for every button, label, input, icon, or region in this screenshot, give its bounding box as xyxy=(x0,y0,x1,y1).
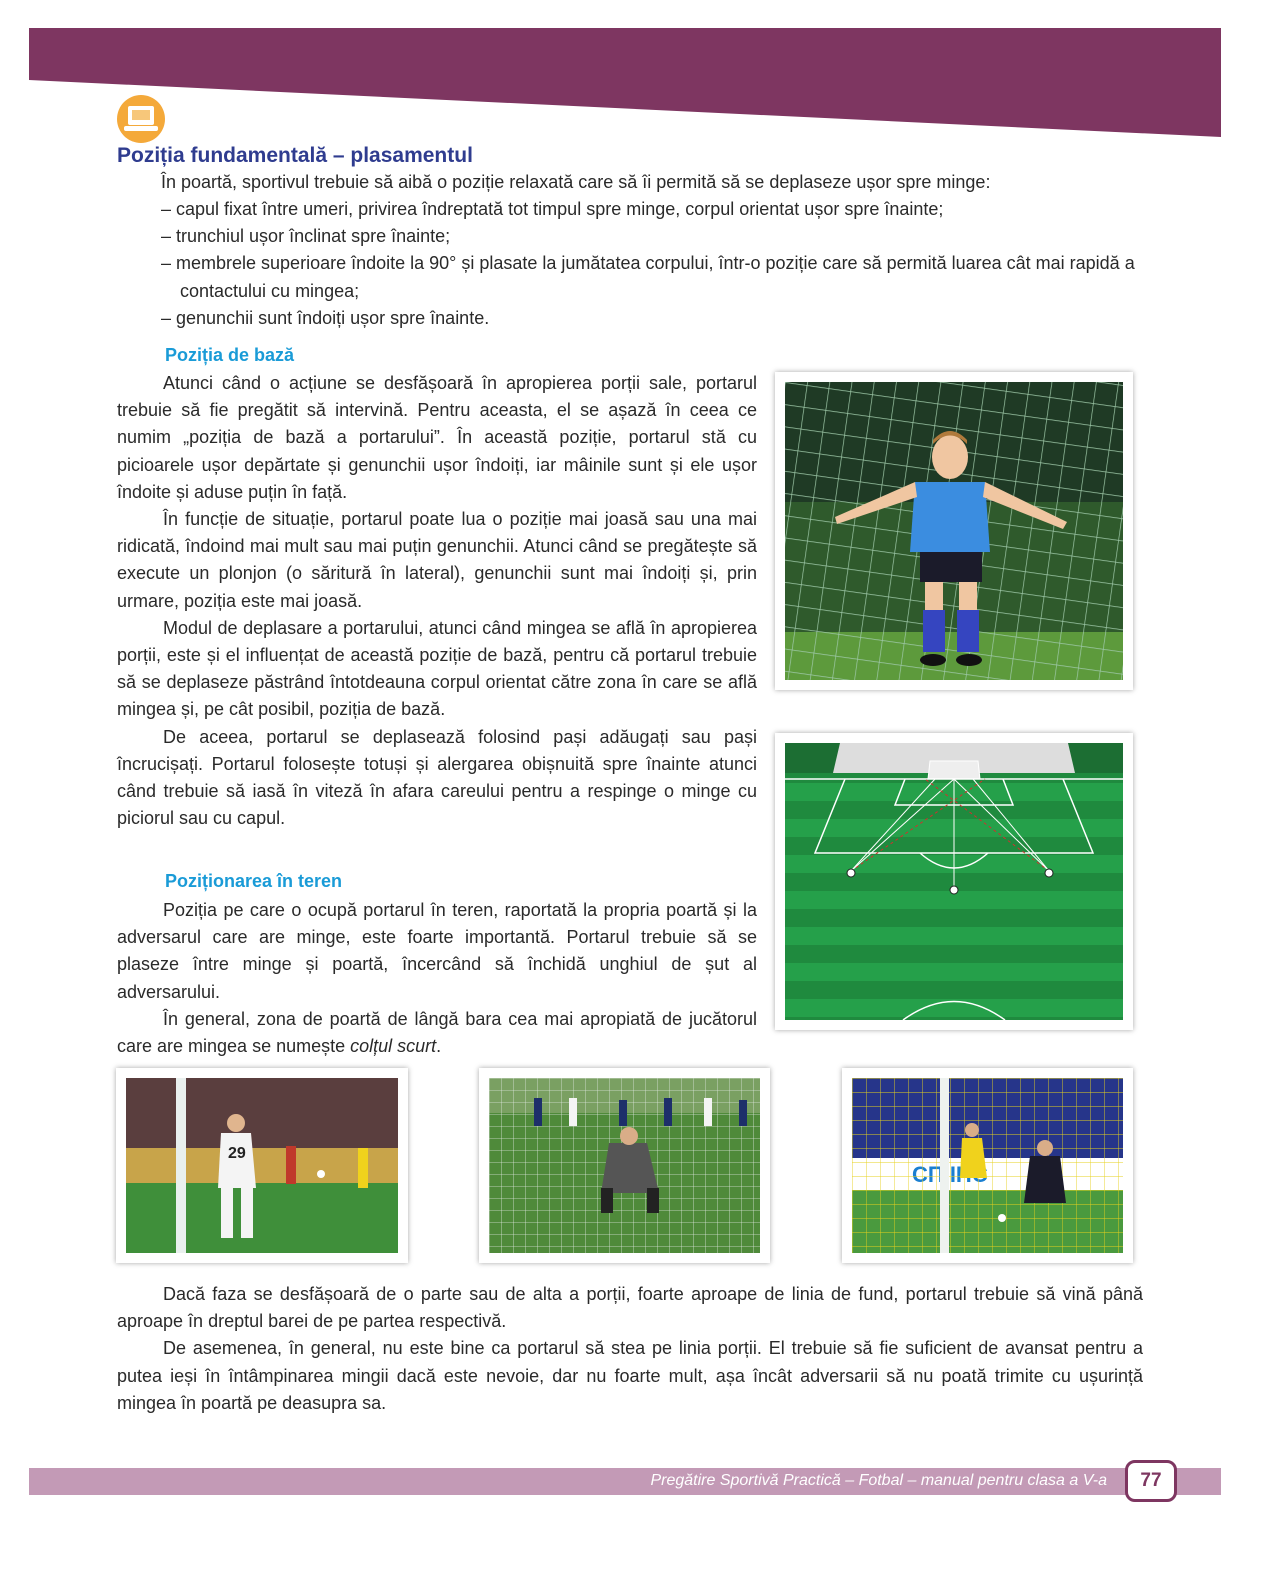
list-item: – genunchii sunt îndoiți ușor spre înainte. xyxy=(161,307,490,328)
list-item: – trunchiul ușor înclinat spre înainte; xyxy=(161,226,451,247)
intro-paragraph: În poartă, sportivul trebuie să aibă o poziție relaxată care să îi permită să se deplaseze ușor spre minge: xyxy=(161,172,991,192)
paragraph: Modul de deplasare a portarului, atunci când mingea se află în apropierea porții, este și el influențat de această poziție de bază, pentru că portarul trebuie să se deplaseze păstrând întotdeauna corpul orientat către zona în care se află mingea și, pe cât posibil, poziția de bază. xyxy=(117,617,757,720)
goalkeeper-near-post-photo xyxy=(116,1068,408,1263)
section-positioning-text xyxy=(117,897,757,1060)
paragraph: În general, zona de poartă de lângă bara cea mai apropiată de jucătorul care are mingea se numește colțul scurt. xyxy=(117,1008,757,1057)
section-heading-positioning: Poziționarea în teren xyxy=(165,871,343,891)
goalkeeper-save-photo xyxy=(842,1068,1133,1263)
goalkeeper-crouch-photo xyxy=(479,1068,770,1263)
bottom-text xyxy=(117,1281,1143,1417)
list-item: – capul fixat între umeri, privirea îndreptată tot timpul spre minge, corpul orientat ușor spre înainte; xyxy=(161,199,944,219)
footer-text: Pregătire Sportivă Practică – Fotbal – manual pentru clasa a V-a xyxy=(650,1472,1107,1489)
paragraph: În funcție de situație, portarul poate lua o poziție mai joasă sau una mai ridicată, îndoind mai mult sau mai puțin genunchii. Atunci când se pregătește să execute un plonjon (o săritură în lateral), genunchii sunt mai îndoiți și, prin urmare, poziția este mai joasă. xyxy=(117,509,757,611)
paragraph: Poziția pe care o ocupă portarul în teren, raportată la propria poartă și la adversarul care are minge, este foarte importantă. Portarul trebuie să se plaseze între minge și poartă, încercând să închidă unghiul de șut al adversarului. xyxy=(117,900,757,1002)
page-title: Poziția fundamentală – plasamentul xyxy=(117,144,473,167)
short-corner-term: colțul scurt xyxy=(350,1036,437,1057)
paragraph: Atunci când o acțiune se desfășoară în apropierea porții sale, portarul trebuie să fie pregătit să intervină. Pentru aceasta, el se așază în ceea ce numim „poziția de bază a portarului”. În această poziție, portarul stă cu picioarele ușor depărtate și genunchii ușor îndoiți, iar mâinile sunt și ele ușor îndoite și aduse puțin în față. xyxy=(117,373,757,502)
computer-lesson-icon xyxy=(117,95,165,143)
paragraph: De aceea, portarul se deplasează folosind pași adăugați sau pași încrucișați. Portarul folosește totuși și alergarea obișnuită spre înainte atunci când trebuie să iasă în viteză în afara careului pentru a respinge o minge cu piciorul sau cu capul. xyxy=(117,726,757,829)
section-base-position-text xyxy=(117,370,757,832)
list-item: – membrele superioare îndoite la 90° și plasate la jumătatea corpului, într-o poziție care să permită luarea cât mai rapidă a contactului cu mingea; xyxy=(161,253,1135,301)
header-band xyxy=(0,0,1270,150)
posture-list xyxy=(161,196,1143,332)
paragraph: De asemenea, în general, nu este bine ca portarul să stea pe linia porții. El trebuie să fie suficient de avansat pentru a putea ieși în întâmpinarea mingii dacă este nevoie, dar nu foarte mult, așa încât adversarii să nu poată trimite cu ușurință mingea în poartă pe deasupra sa. xyxy=(117,1338,1143,1413)
paragraph: Dacă faza se desfășoară de o parte sau de alta a porții, foarte aproape de linia de fund, portarul trebuie să vină până aproape în dreptul barei de pe partea respectivă. xyxy=(117,1284,1143,1332)
page-number: 77 xyxy=(1125,1460,1177,1502)
jersey-number: 29 xyxy=(228,1145,246,1162)
footer-band xyxy=(29,1468,1221,1495)
section-heading-base-position: Poziția de bază xyxy=(165,345,295,365)
goal-angle-field-diagram xyxy=(775,733,1133,1030)
goalkeeper-base-position-photo xyxy=(775,372,1133,690)
